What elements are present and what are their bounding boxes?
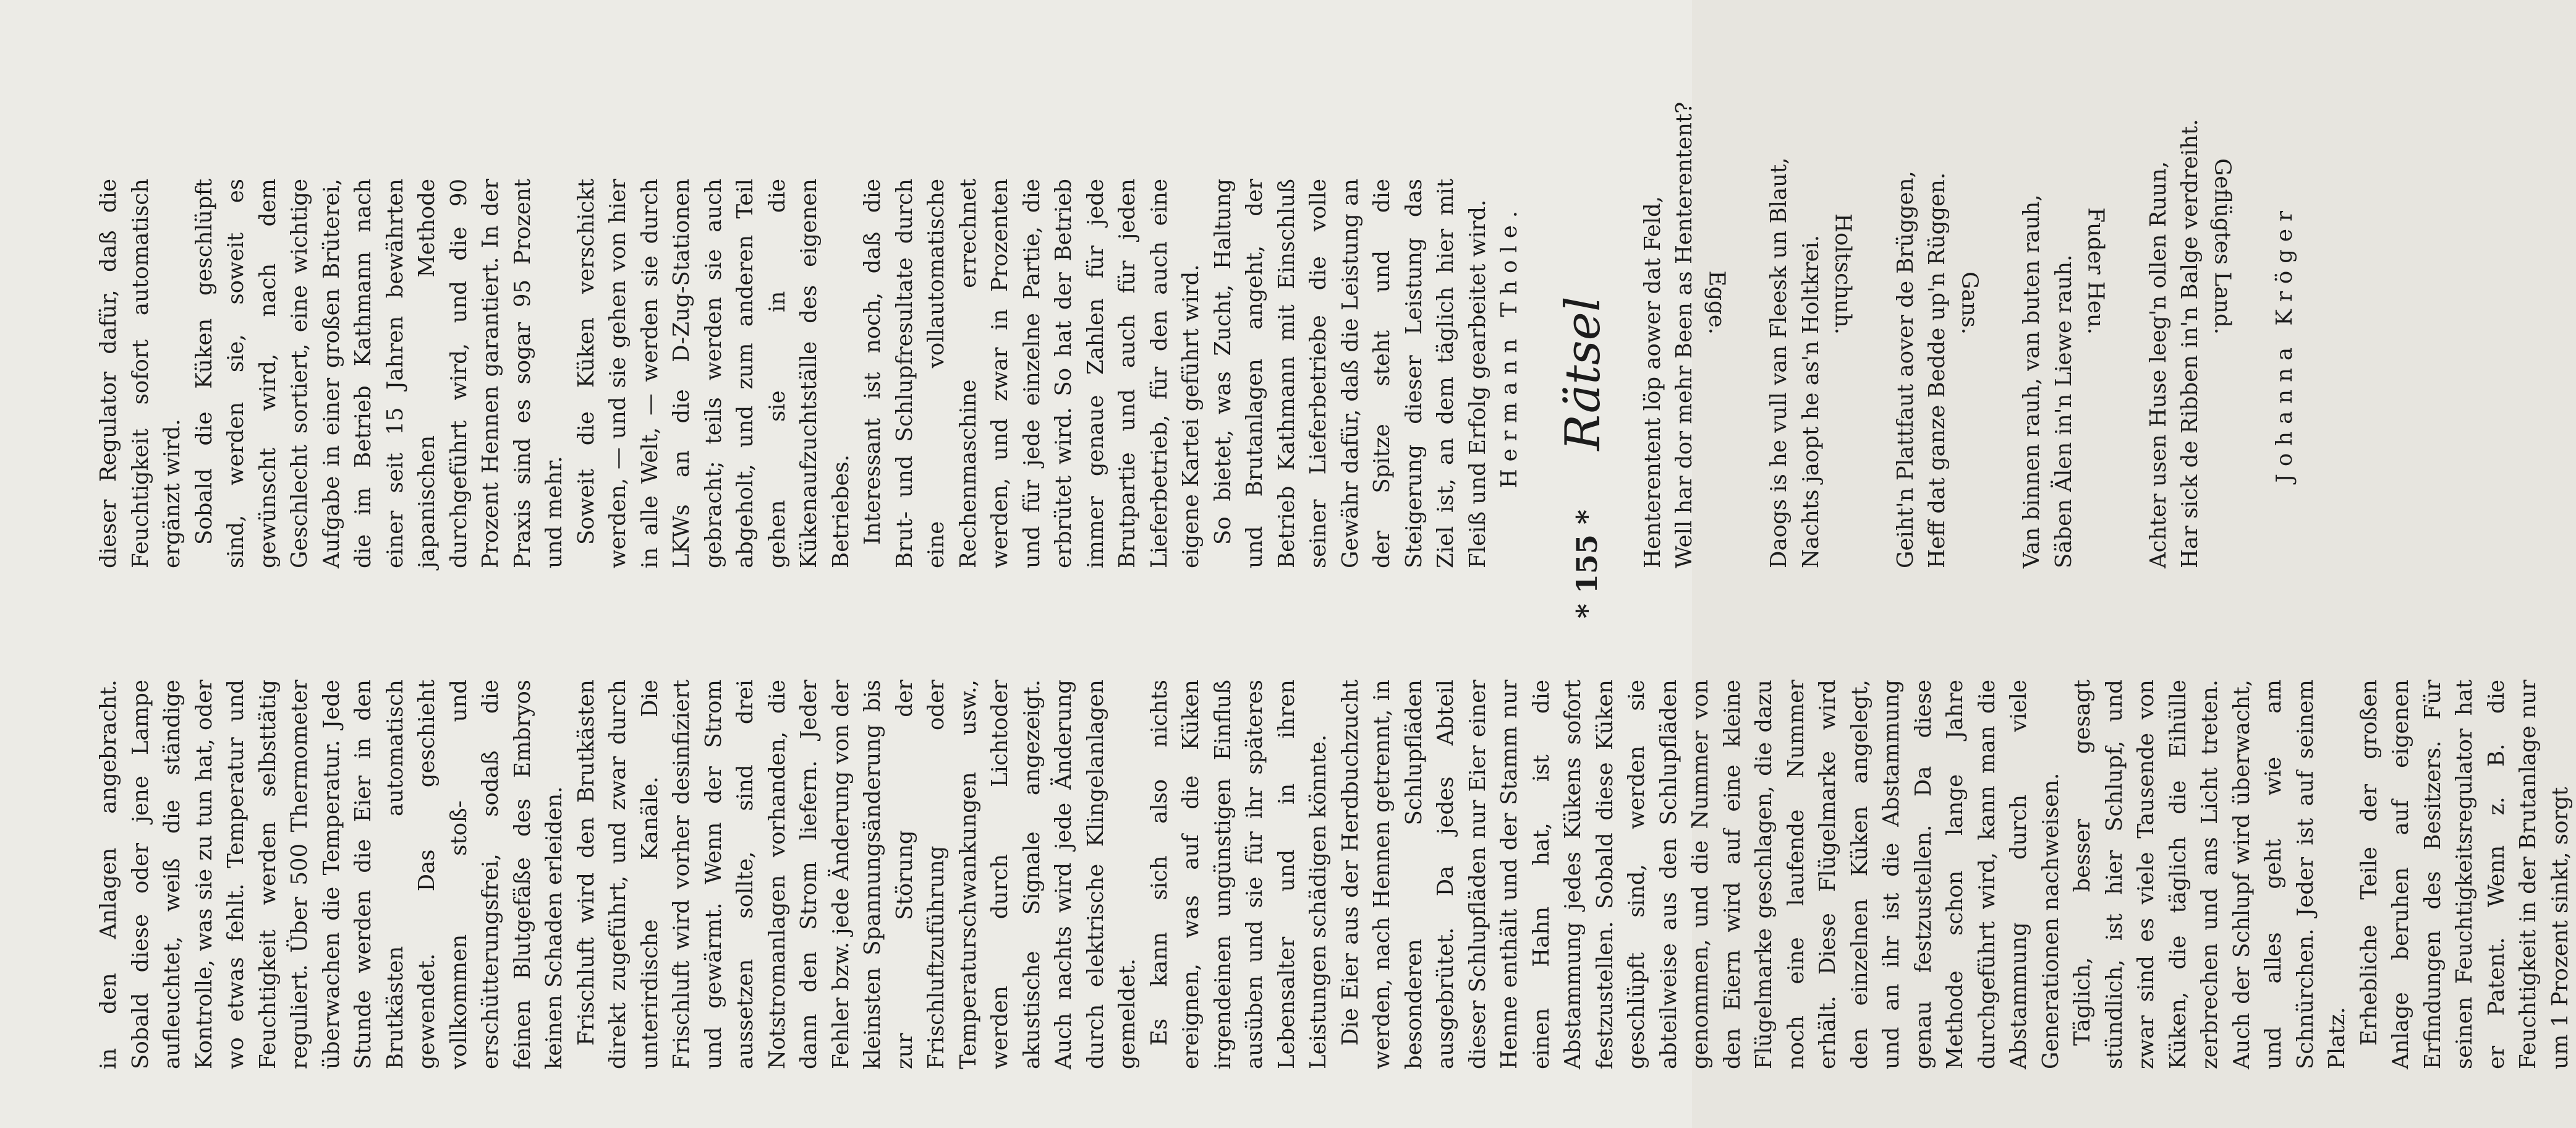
riddle-answer: Geflügtes Land. [2209, 158, 2235, 335]
paragraph: So bietet, was Zucht, Haltung und Brutanlagen angeht, der Betrieb Kathmann mit Einschluß seiner Lieferbetriebe die volle Gewähr dafür, daß die Leistung an der Spitze steht und die Steigerung dieser Leistung das Ziel ist, an dem täglich hier mit Fleiß und Erfolg gearbeitet wird. [1210, 179, 1490, 568]
poem-line: Achter usen Huse leeg'n ollen Ruun, [2145, 161, 2171, 568]
paragraph: Es kann sich also nichts ereignen, was auf die Küken irgendeinen ungünstigen Einfluß ausüben und sie für ihr späteres Lebensalter und in ihren Leistungen schädigen könnte. [1146, 680, 1331, 1069]
paragraph: Interessant ist noch, daß die Brut- und Schlupfresultate durch eine vollautomatische Rechenmaschine errechnet werden, und zwar in Prozenten und für jede einzelne Partie, die erbrütet wird. So hat der Betrieb immer genaue Zahlen für jede Brutpartie und auch für jeden Lieferbetrieb, für den auch eine eigene Kartei geführt wird. [860, 179, 1204, 568]
paragraph: Frischluft wird den Brutkästen direkt zugeführt, und zwar durch unterirdische Kanäle. Die Frischluft wird vorher desinfiziert und gewärmt. Wenn der Strom aussetzen sollte, sind drei Notstromanlagen vorhanden, die dann den Strom liefern. Jeder Fehler bzw. jede Änderung von der kleinsten Spannungsänderung bis zur Störung der Frischluftzuführung oder Temperaturschwankungen usw., werden durch Lichtoder akustische Signale angezeigt. Auch nachts wird jede Änderung durch elektrische Klingelanlagen gemeldet. [573, 680, 1140, 1069]
poem-author: Johanna Kröger [2272, 203, 2297, 483]
paragraph: dieser Regulator dafür, daß die Feuchtigkeit sofort automatisch ergänzt wird. [96, 179, 185, 568]
poem-title: Rätsel [1555, 296, 1611, 451]
riddle-answer: Fuder Heu. [2083, 207, 2109, 335]
poem-line: Har sick de Ribben in'n Balge verdreiht. [2177, 119, 2203, 568]
poem-stanza [2016, 179, 2112, 568]
poem-line: Daogs is he vull van Fleesk un Blaut, [1766, 157, 1792, 568]
poem-stanza [2143, 119, 2238, 568]
paragraph: Sobald die Küken geschlüpft sind, werden sie, soweit es gewünscht wird, nach dem Geschlecht sortiert, eine wichtige Aufgabe in einer großen Brüterei, die im Betrieb Kathmann nach einer seit 15 Jahren bewährten japanischen Methode durchgeführt wird, und die 90 Prozent Hennen garantiert. In der Praxis sind es sogar 95 Prozent und mehr. [191, 179, 567, 568]
poem-line: Henterentent löp aower dat Feld, [1639, 195, 1665, 568]
paragraph: Die Eier aus der Herdbuchzucht werden, nach Hennen getrennt, in besonderen Schlupfläden ausgebrütet. Da jedes Abteil dieser Schlupfläden nur Eier einer Henne enthält und der Stamm nur einen Hahn hat, ist die Abstammung jedes Kükens sofort festzustellen. Sobald diese Küken geschlüpft sind, werden sie abteilweise aus den Schlupfläden genommen, und die Nummer von den Eiern wird auf eine kleine Flügelmarke geschlagen, die dazu noch eine laufende Nummer erhält. Diese Flügelmarke wird den einzelnen Küken angelegt, und an ihr ist die Abstammung genau festzustellen. Da diese Methode schon lange Jahre durchgeführt wird, kann man die Abstammung durch viele Generationen nachweisen. [1337, 680, 2064, 1069]
poem-line: Van binnen rauh, van buten rauh, [2019, 194, 2044, 568]
riddle-answer: Gans. [1957, 271, 1982, 335]
page-number: * 155 * [1570, 509, 1604, 619]
paragraph: Erhebliche Teile der großen Anlage beruhen auf eigenen Erfindungen des Besitzers. Für seinen Feuchtigkeitsregulator hat er Patent. Wenn z. B. die Feuchtigkeit in der Brutanlage nur um 1 Prozent sinkt, sorgt [2356, 680, 2573, 1069]
poem-line: Well har dor mehr Been as Henterentent? [1672, 101, 1697, 568]
poem-stanza [1763, 157, 1859, 568]
left-text-column [93, 680, 2576, 1069]
poem-line: Heff dat ganze Bedde up'n Rüggen. [1924, 172, 1950, 568]
riddle-answer: Holtschuh. [1830, 213, 1856, 335]
poem-stanza [1637, 101, 1733, 568]
paragraph: in den Anlagen angebracht. Sobald diese oder jene Lampe aufleuchtet, weiß die ständige Kontrolle, was sie zu tun hat, oder wo etwas fehlt. Temperatur und Feuchtigkeit werden selbsttätig reguliert. Über 500 Thermometer überwachen die Temperatur. Jede Stunde werden die Eier in den Brutkästen automatisch gewendet. Das geschieht vollkommen stoß- und erschütterungsfrei, sodaß die feinen Blutgefäße des Embryos keinen Schaden erleiden. [96, 680, 567, 1069]
poem-stanza [1890, 171, 1986, 568]
poem-line: Geiht'n Plattfaut aover de Brüggen, [1892, 171, 1918, 568]
riddle-answer: Egge. [1704, 270, 1729, 335]
right-text-column [93, 101, 2301, 568]
paragraph: Soweit die Küken verschickt werden, — und sie gehen von hier in alle Welt, — werden sie durch LKWs an die D-Zug-Stationen gebracht; teils werden sie auch abgeholt, und zum anderen Teil gehen sie in die Kükenaufzuchtställe des eigenen Betriebes. [573, 179, 854, 568]
paragraph: Täglich, besser gesagt stündlich, ist hier Schlupf, und zwar sind es viele Tausende von Küken, die täglich die Eihülle zerbrechen und ans Licht treten. Auch der Schlupf wird überwacht, und alles geht wie am Schnürchen. Jeder ist auf seinem Platz. [2070, 680, 2350, 1069]
poem-line: Nachts jaopt he as'n Holtkrei. [1798, 234, 1824, 568]
article-author: Hermann Thole. [1497, 203, 1522, 489]
poem-line: Säben Älen in'n Liewe rauh. [2051, 254, 2077, 568]
